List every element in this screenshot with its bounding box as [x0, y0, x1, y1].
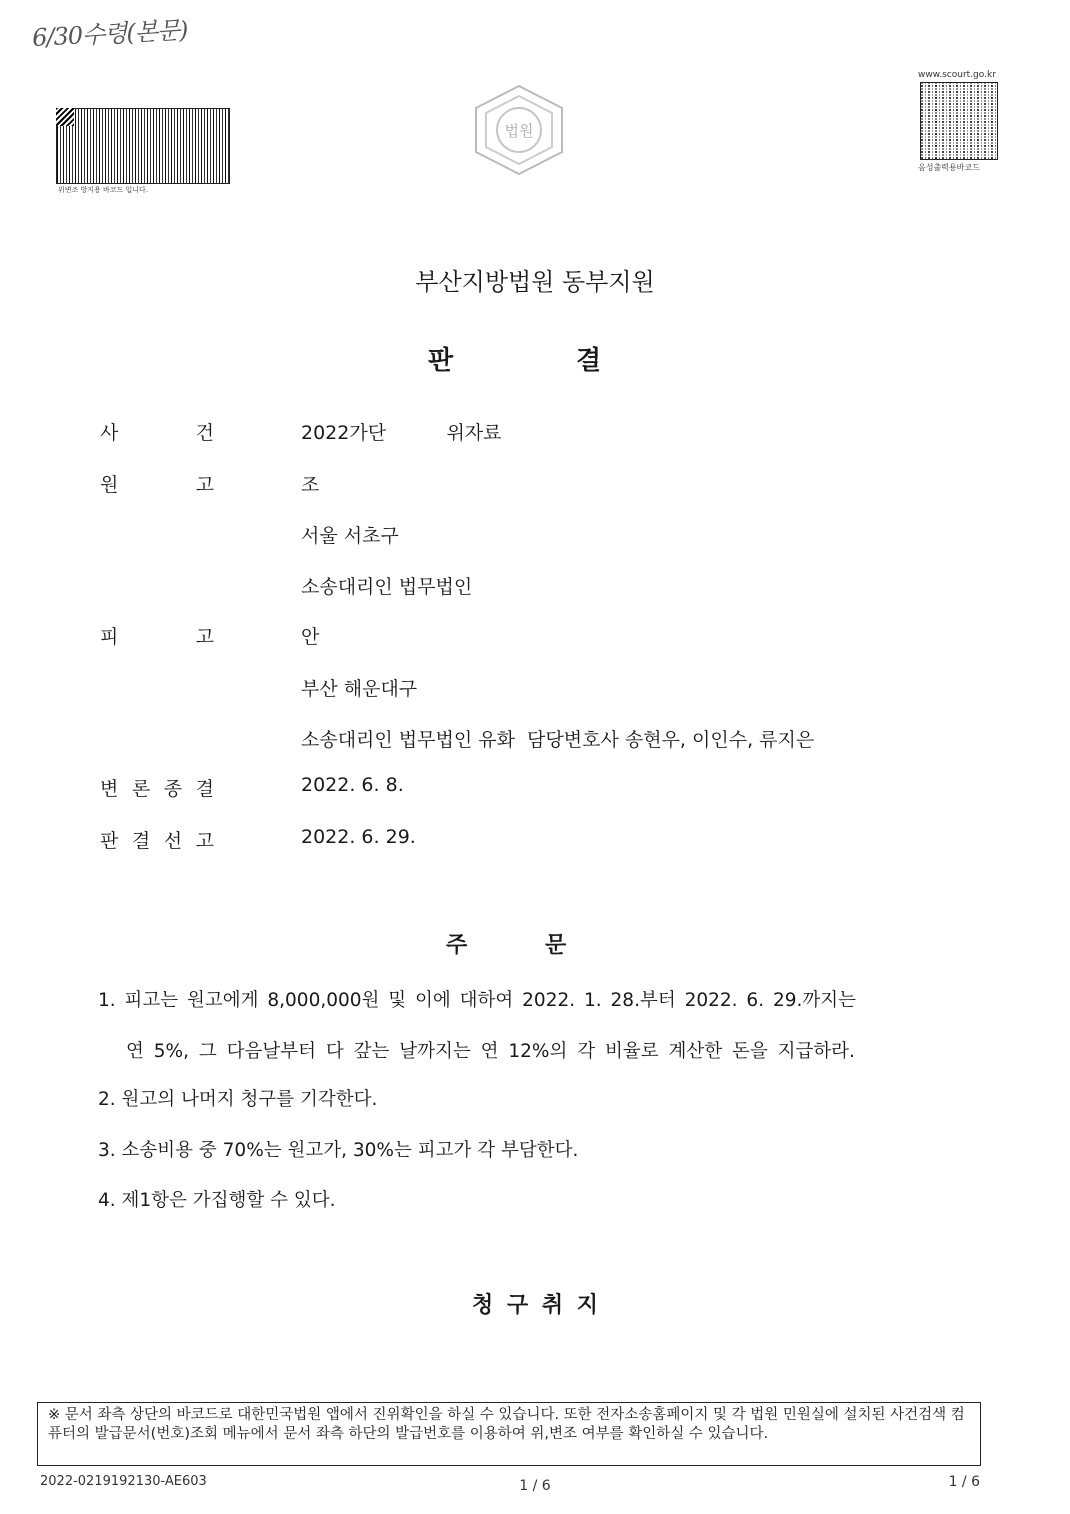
order-title-char-2: 문: [545, 933, 567, 958]
plaintiff-address: 서울 서초구: [301, 525, 399, 547]
anti-forgery-barcode: [56, 108, 230, 184]
defendant-counsel: 소송대리인 법무법인 유화 담당변호사 송현우, 이인수, 류지은: [301, 729, 815, 751]
verification-notice: ※ 문서 좌측 상단의 바코드로 대한민국법원 앱에서 진위확인을 하실 수 있습니다. 또한 전자소송홈페이지 및 각 법원 민원실에 설치된 사건검색 컴퓨터의 발급문서(번호)조회 메뉴에서 문서 좌측 하단의 발급번호를 이용하여 위,변조 여부를 확인하실 수 있습니다.: [37, 1402, 981, 1466]
plaintiff-counsel: 소송대리인 법무법인: [301, 576, 473, 598]
qr-caption: 음성출력용바코드: [918, 163, 980, 172]
order-item-4: 4. 제1항은 가집행할 수 있다.: [98, 1190, 336, 1211]
order-item-2: 2. 원고의 나머지 청구를 기각한다.: [98, 1089, 378, 1110]
handwritten-note: 6/30수령(본문): [31, 15, 189, 53]
seal-text: 법원: [504, 122, 534, 140]
court-seal-emblem: [466, 82, 572, 178]
order-item-1-cont: 연 5%, 그 다음날부터 다 갚는 날까지는 연 12%의 각 비율로 계산한 돈을 지급하라.: [126, 1041, 855, 1062]
order-item-1: 1. 피고는 원고에게 8,000,000원 및 이에 대하여 2022. 1. 28.부터 2022. 6. 29.까지는: [98, 990, 856, 1011]
defendant-address: 부산 해운대구: [301, 678, 418, 700]
barcode-corner-mark: [56, 108, 74, 126]
doc-title-char-1: 판: [428, 346, 454, 376]
plaintiff-name: 조: [301, 474, 320, 496]
doc-title-char-2: 결: [576, 346, 602, 376]
case-value: 2022가단 위자료: [301, 422, 502, 444]
plaintiff-label: 원 고: [100, 474, 214, 496]
issue-number: 2022-0219192130-AE603: [40, 1474, 207, 1489]
barcode-caption: 위변조 방지용 바코드 입니다.: [58, 186, 149, 194]
case-label: 사 건: [100, 422, 214, 444]
voice-output-qr-code: [920, 82, 998, 160]
hearing-close-date: 2022. 6. 8.: [301, 774, 404, 796]
order-title-char-1: 주: [446, 933, 468, 958]
page-number-center: 1 / 6: [519, 1478, 551, 1494]
defendant-label: 피 고: [100, 626, 214, 648]
ruling-date: 2022. 6. 29.: [301, 826, 416, 848]
hearing-close-label: 변 론 종 결: [100, 778, 214, 800]
page-number-right: 1 / 6: [948, 1474, 980, 1490]
ruling-date-label: 판 결 선 고: [100, 830, 214, 852]
defendant-name: 안: [301, 626, 320, 648]
claim-title: 청 구 취 지: [472, 1293, 598, 1318]
order-item-3: 3. 소송비용 중 70%는 원고가, 30%는 피고가 각 부담한다.: [98, 1140, 579, 1161]
court-name: 부산지방법원 동부지원: [415, 268, 655, 296]
qr-url: www.scourt.go.kr: [918, 70, 996, 80]
